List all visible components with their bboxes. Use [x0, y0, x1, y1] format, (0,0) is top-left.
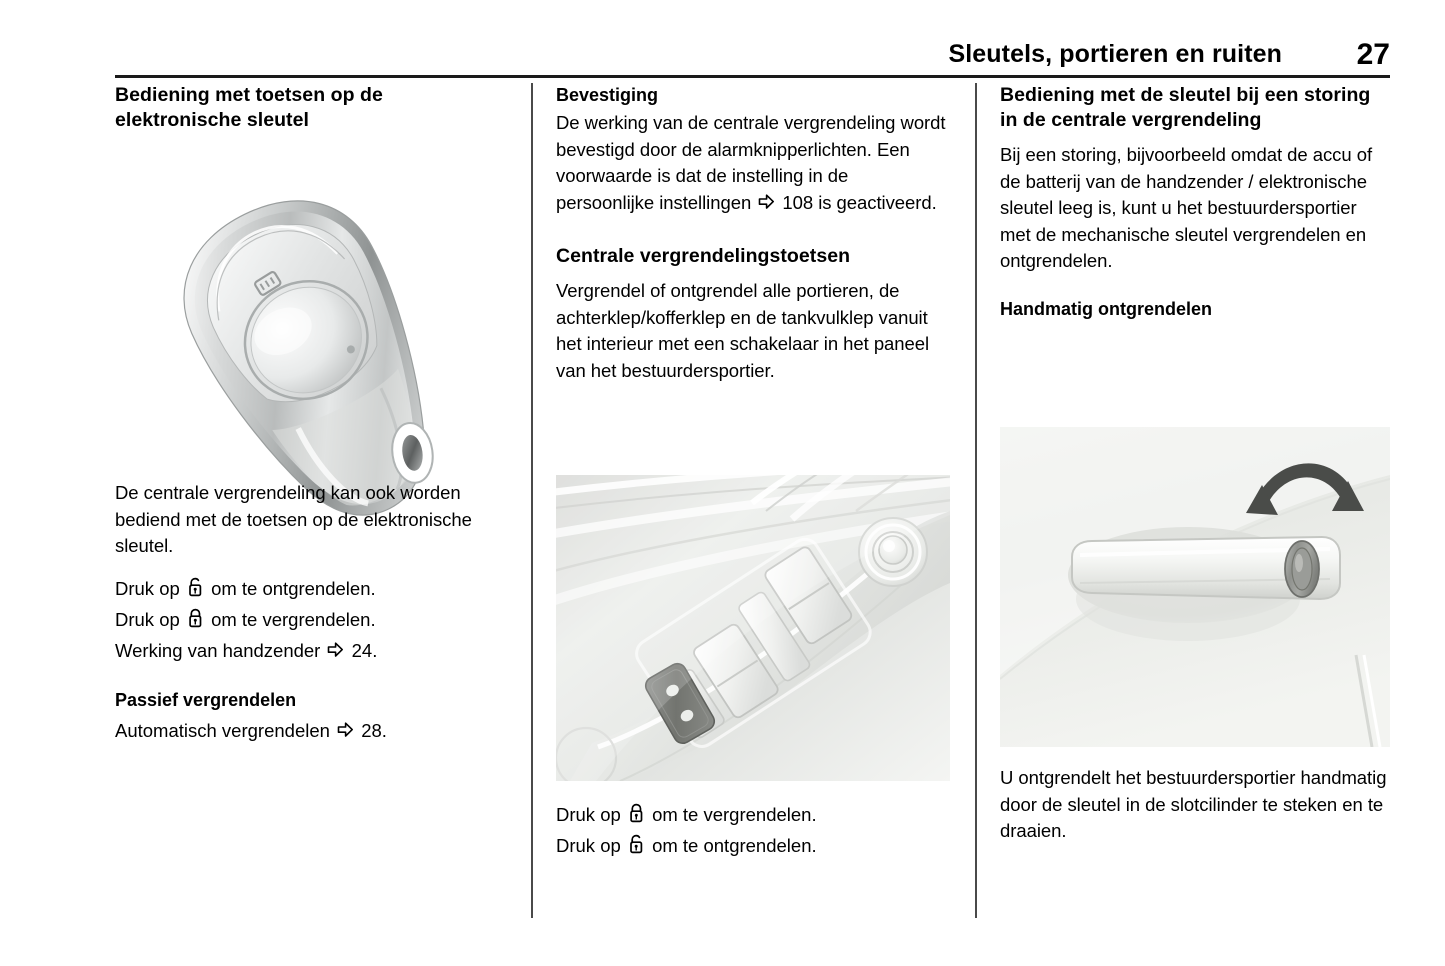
figure-door-handle-lock: [1000, 427, 1390, 747]
section-heading-key-malfunction: Bediening met de sleutel bij een storing in de centrale vergrendeling: [1000, 84, 1371, 131]
instruction-panel-lock-prefix: Druk op: [556, 804, 621, 825]
instruction-panel-lock: [556, 799, 950, 830]
page-header: [115, 34, 1390, 78]
subheading-handmatig-ontgrendelen: Handmatig ontgrendelen: [1000, 298, 1213, 319]
lock-padlock-icon: [187, 608, 204, 628]
instruction-handzender-prefix: Werking van handzender: [115, 639, 321, 661]
paragraph-central-locking-buttons: Vergrendel of ontgrendel alle portieren, de achterklep/kofferklep en de tankvulklep vanuit het interieur met een schakelaar in het paneel van het bestuurdersportier.: [556, 280, 930, 381]
instruction-lock-prefix: Druk op: [115, 608, 180, 630]
page-title: Sleutels, portieren en ruiten: [948, 40, 1282, 68]
unlock-padlock-icon: [187, 577, 204, 597]
instruction-panel-unlock: [556, 830, 950, 861]
subheading-bevestiging: Bevestiging: [556, 85, 659, 105]
paragraph-bevestiging-part-1: De werking van de centrale vergrendeling wordt bevestigd door de alarmknipperlichten. Een voorwaarde is dat de instelling in de persoonlijke instellingen: [556, 112, 946, 213]
paragraph-central-locking-key: De centrale vergrendeling kan ook worden bediend met de toetsen op de elektronische sleutel.: [115, 482, 472, 556]
reference-arrow-icon: [337, 721, 354, 739]
unlock-padlock-icon: [628, 834, 645, 854]
instruction-handzender: [115, 635, 505, 666]
instruction-unlock: [115, 573, 505, 604]
instruction-automatisch-reference: 28.: [361, 719, 387, 741]
page-number: 27: [1356, 38, 1390, 71]
column-2: [556, 83, 946, 923]
instruction-unlock-prefix: Druk op: [115, 577, 180, 599]
reference-arrow-icon: [327, 641, 344, 659]
instruction-panel-unlock-suffix: om te ontgrendelen.: [652, 835, 817, 856]
column-1: [115, 83, 505, 923]
instruction-unlock-suffix: om te ontgrendelen.: [211, 577, 376, 599]
instruction-automatisch-prefix: Automatisch vergrendelen: [115, 719, 330, 741]
section-heading-key-buttons: Bediening met toetsen op de elektronische sleutel: [115, 84, 383, 131]
paragraph-bevestiging-part-2: is geactiveerd.: [818, 191, 937, 213]
column-divider-2: [975, 83, 977, 918]
instruction-automatisch-vergrendelen: [115, 715, 505, 746]
paragraph-bevestiging: [556, 110, 946, 216]
instruction-lock-suffix: om te vergrendelen.: [211, 608, 376, 630]
column-divider-1: [531, 83, 533, 918]
section-heading-central-locking-buttons: Centrale vergrendelingstoetsen: [556, 245, 851, 267]
paragraph-manual-unlock: U ontgrendelt het bestuurdersportier handmatig door de sleutel in de slotcilinder te steken en te draaien.: [1000, 767, 1387, 841]
content-columns: [0, 83, 1445, 923]
instruction-lock: [115, 604, 505, 635]
lock-padlock-icon: [628, 803, 645, 823]
paragraph-bevestiging-reference: 108: [782, 191, 814, 213]
paragraph-malfunction: Bij een storing, bijvoorbeeld omdat de accu of de batterij van de handzender / elektronische sleutel leeg is, kunt u het bestuurdersportier met de mechanische sleutel vergrendelen en ontgrendelen.: [1000, 144, 1373, 271]
reference-arrow-icon: [758, 193, 775, 211]
figure-door-panel-switch: [556, 475, 950, 781]
instruction-panel-lock-suffix: om te vergrendelen.: [652, 804, 817, 825]
subheading-passief-vergrendelen: Passief vergrendelen: [115, 689, 297, 710]
instruction-panel-unlock-prefix: Druk op: [556, 835, 621, 856]
instruction-handzender-reference: 24.: [351, 639, 378, 661]
column-3: [1000, 83, 1390, 923]
